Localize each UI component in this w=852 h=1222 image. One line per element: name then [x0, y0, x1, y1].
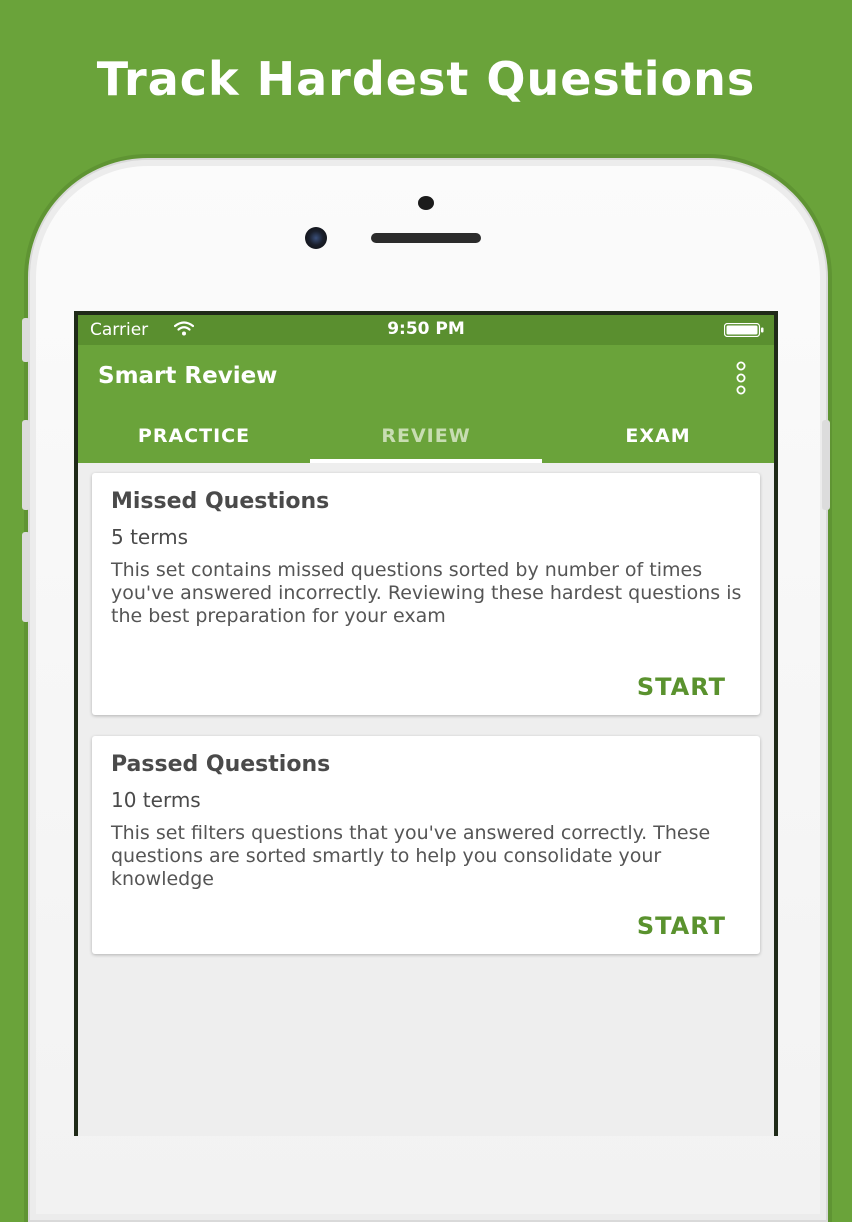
- card-terms-count: 10 terms: [111, 788, 201, 812]
- promo-headline: Track Hardest Questions: [96, 52, 756, 106]
- tab-practice[interactable]: PRACTICE: [137, 425, 251, 447]
- card-terms-count: 5 terms: [111, 525, 189, 549]
- more-vertical-icon[interactable]: [734, 361, 748, 395]
- phone-power-button: [822, 420, 830, 510]
- phone-front-camera: [305, 227, 327, 249]
- status-carrier: Carrier: [90, 320, 149, 340]
- tab-exam[interactable]: EXAM: [625, 425, 691, 447]
- missed-questions-card[interactable]: [92, 473, 760, 715]
- phone-volume-up-button: [22, 420, 30, 510]
- card-description: This set filters questions that you've answered correctly. These questions are sorted smartly to help you consolidate your knowledge: [111, 822, 711, 890]
- status-bar: [78, 315, 774, 345]
- card-description: This set contains missed questions sorted by number of times you've answered incorrectly. Reviewing these hardest questions is the best preparation for your exam: [111, 559, 742, 627]
- phone-proximity-sensor: [418, 196, 434, 210]
- start-passed-button[interactable]: START: [636, 912, 726, 940]
- phone-earpiece-speaker: [371, 233, 481, 243]
- app-title: Smart Review: [98, 363, 278, 389]
- tab-bar: [78, 415, 774, 463]
- phone-volume-down-button: [22, 532, 30, 622]
- battery-icon: [724, 323, 764, 337]
- start-missed-button[interactable]: START: [636, 673, 726, 701]
- app-bar: [78, 345, 774, 463]
- tab-review[interactable]: REVIEW: [310, 415, 542, 463]
- card-title: Missed Questions: [111, 489, 330, 514]
- phone-screen: [74, 311, 778, 1136]
- app-screen: [78, 315, 774, 1136]
- phone-mute-switch: [22, 318, 30, 362]
- status-time: 9:50 PM: [387, 319, 465, 339]
- card-title: Passed Questions: [111, 752, 331, 777]
- passed-questions-card[interactable]: [92, 736, 760, 954]
